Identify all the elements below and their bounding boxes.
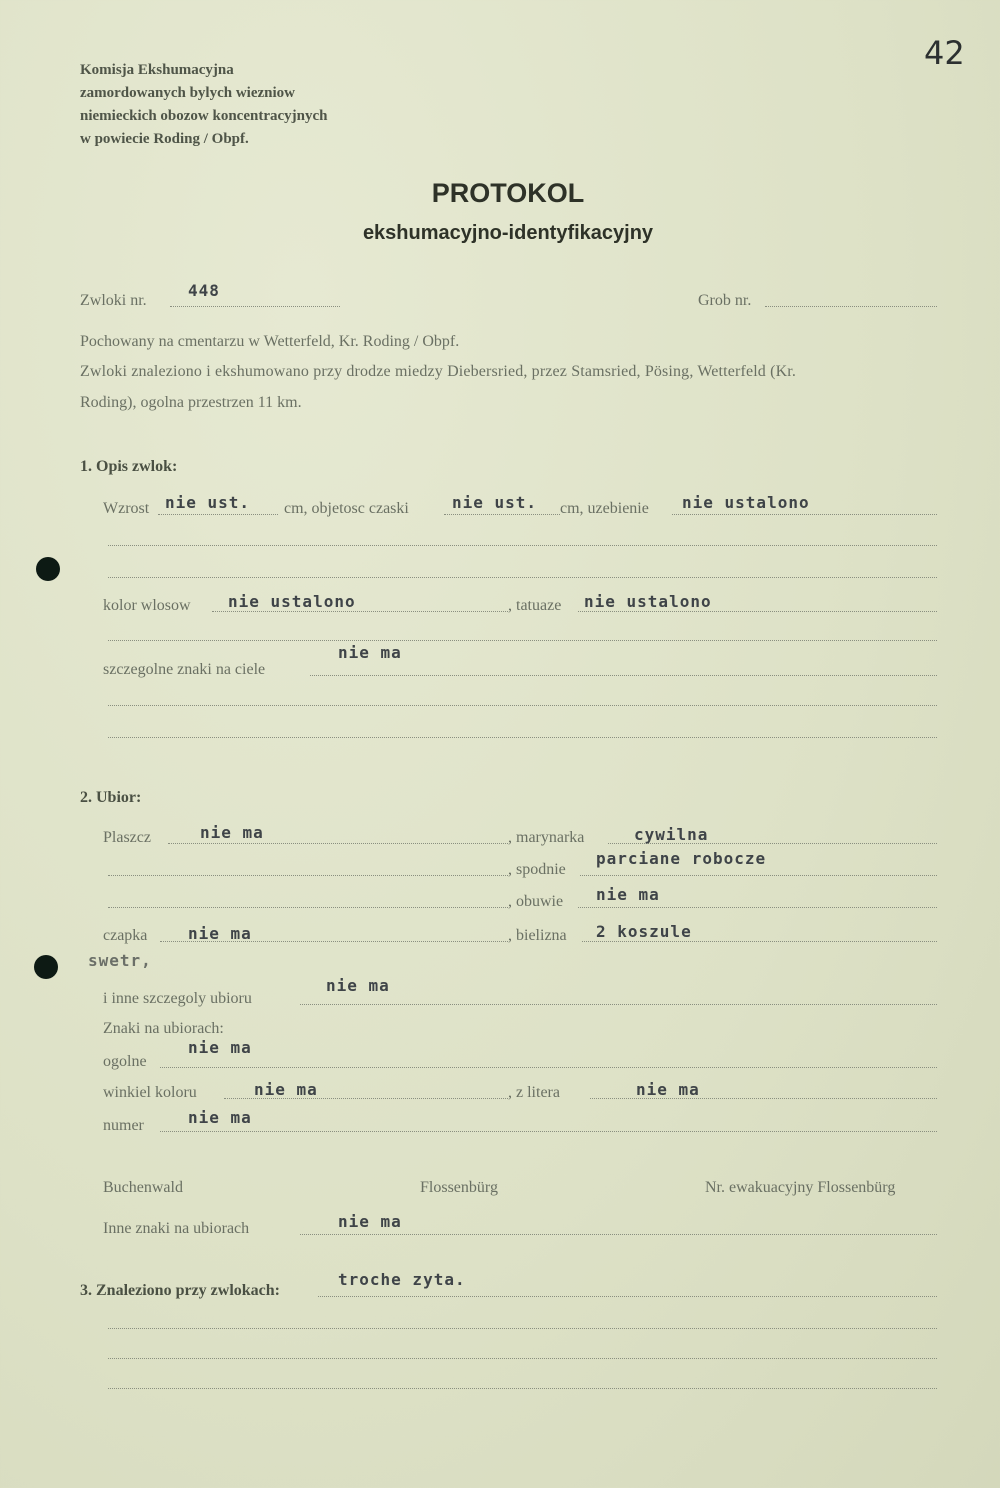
spodnie-value: parciane robocze [596, 849, 767, 868]
numer-value: nie ma [188, 1108, 252, 1127]
ewakuacyjny-label: Nr. ewakuacyjny Flossenbürg [705, 1179, 896, 1196]
org-line-2: zamordowanych bylych wiezniow [80, 85, 295, 101]
section-2-heading: 2. Ubior: [80, 789, 142, 806]
ogolne-label: ogolne [103, 1053, 147, 1070]
org-line-1: Komisja Ekshumacyjna [80, 62, 234, 78]
tatuaze-value: nie ustalono [584, 592, 712, 611]
numer-label: numer [103, 1117, 144, 1134]
znaki-ciele-label: szczegolne znaki na ciele [103, 661, 266, 678]
inne-znaki-value: nie ma [338, 1212, 402, 1231]
znaleziono-line-1: Zwloki znaleziono i ekshumowano przy drodze miedzy Diebersried, przez Stamsried, Pösing, Wetterfeld (Kr. [80, 363, 797, 380]
marynarka-label: , marynarka [508, 829, 585, 846]
marynarka-value: cywilna [634, 825, 709, 844]
bielizna-value: 2 koszule [596, 922, 692, 941]
org-line-3: niemieckich obozow koncentracyjnych [80, 108, 328, 124]
obuwie-label: , obuwie [508, 893, 564, 910]
winkiel-value: nie ma [254, 1080, 318, 1099]
ogolne-value: nie ma [188, 1038, 252, 1057]
cm-czaska-label: cm, objetosc czaski [284, 500, 409, 517]
inne-szczegoly-value: nie ma [326, 976, 390, 995]
plaszcz-value: nie ma [200, 823, 264, 842]
document-subtitle: ekshumacyjno-identyfikacyjny [362, 222, 654, 244]
czapka-label: czapka [103, 927, 148, 944]
pochowany-text: Pochowany na cmentarzu w Wetterfeld, Kr. Roding / Obpf. [80, 333, 460, 350]
inne-znaki-label: Inne znaki na ubiorach [103, 1220, 250, 1237]
grob-label: Grob nr. [698, 292, 752, 309]
znaki-ciele-value: nie ma [338, 643, 402, 662]
inne-szczegoly-label: i inne szczegoly ubioru [103, 990, 252, 1007]
czapka-value: nie ma [188, 924, 252, 943]
litera-label: , z litera [508, 1084, 560, 1101]
punch-hole-top [36, 557, 60, 581]
zwloki-label: Zwloki nr. [80, 292, 147, 309]
plaszcz-label: Plaszcz [103, 829, 151, 846]
punch-hole-bottom [34, 955, 58, 979]
org-line-4: w powiecie Roding / Obpf. [80, 131, 249, 147]
znaleziono-value: troche zyta. [338, 1270, 466, 1289]
section-1-heading: 1. Opis zwlok: [80, 458, 178, 475]
tatuaze-label: , tatuaze [508, 597, 562, 614]
znaki-ubiorach-label: Znaki na ubiorach: [103, 1020, 224, 1037]
spodnie-label: , spodnie [508, 861, 566, 878]
bielizna-label: , bielizna [508, 927, 567, 944]
section-3-heading: 3. Znaleziono przy zwlokach: [80, 1282, 280, 1299]
wlosy-value: nie ustalono [228, 592, 356, 611]
document-title: PROTOKOL [431, 178, 585, 208]
cm-uzebienie-label: cm, uzebienie [560, 500, 649, 517]
litera-value: nie ma [636, 1080, 700, 1099]
wzrost-value: nie ust. [165, 493, 251, 512]
buchenwald-label: Buchenwald [103, 1179, 183, 1196]
czaska-value: nie ust. [452, 493, 538, 512]
winkiel-label: winkiel koloru [103, 1084, 197, 1101]
swetr-value: swetr, [88, 951, 152, 970]
uzebienie-value: nie ustalono [682, 493, 810, 512]
zwloki-value: 448 [188, 281, 220, 300]
flossenburg-label: Flossenbürg [420, 1179, 498, 1196]
wzrost-label: Wzrost [103, 500, 150, 517]
wlosy-label: kolor wlosow [103, 597, 191, 614]
page-number: 42 [924, 34, 965, 72]
znaleziono-line-2: Roding), ogolna przestrzen 11 km. [80, 394, 302, 411]
obuwie-value: nie ma [596, 885, 660, 904]
